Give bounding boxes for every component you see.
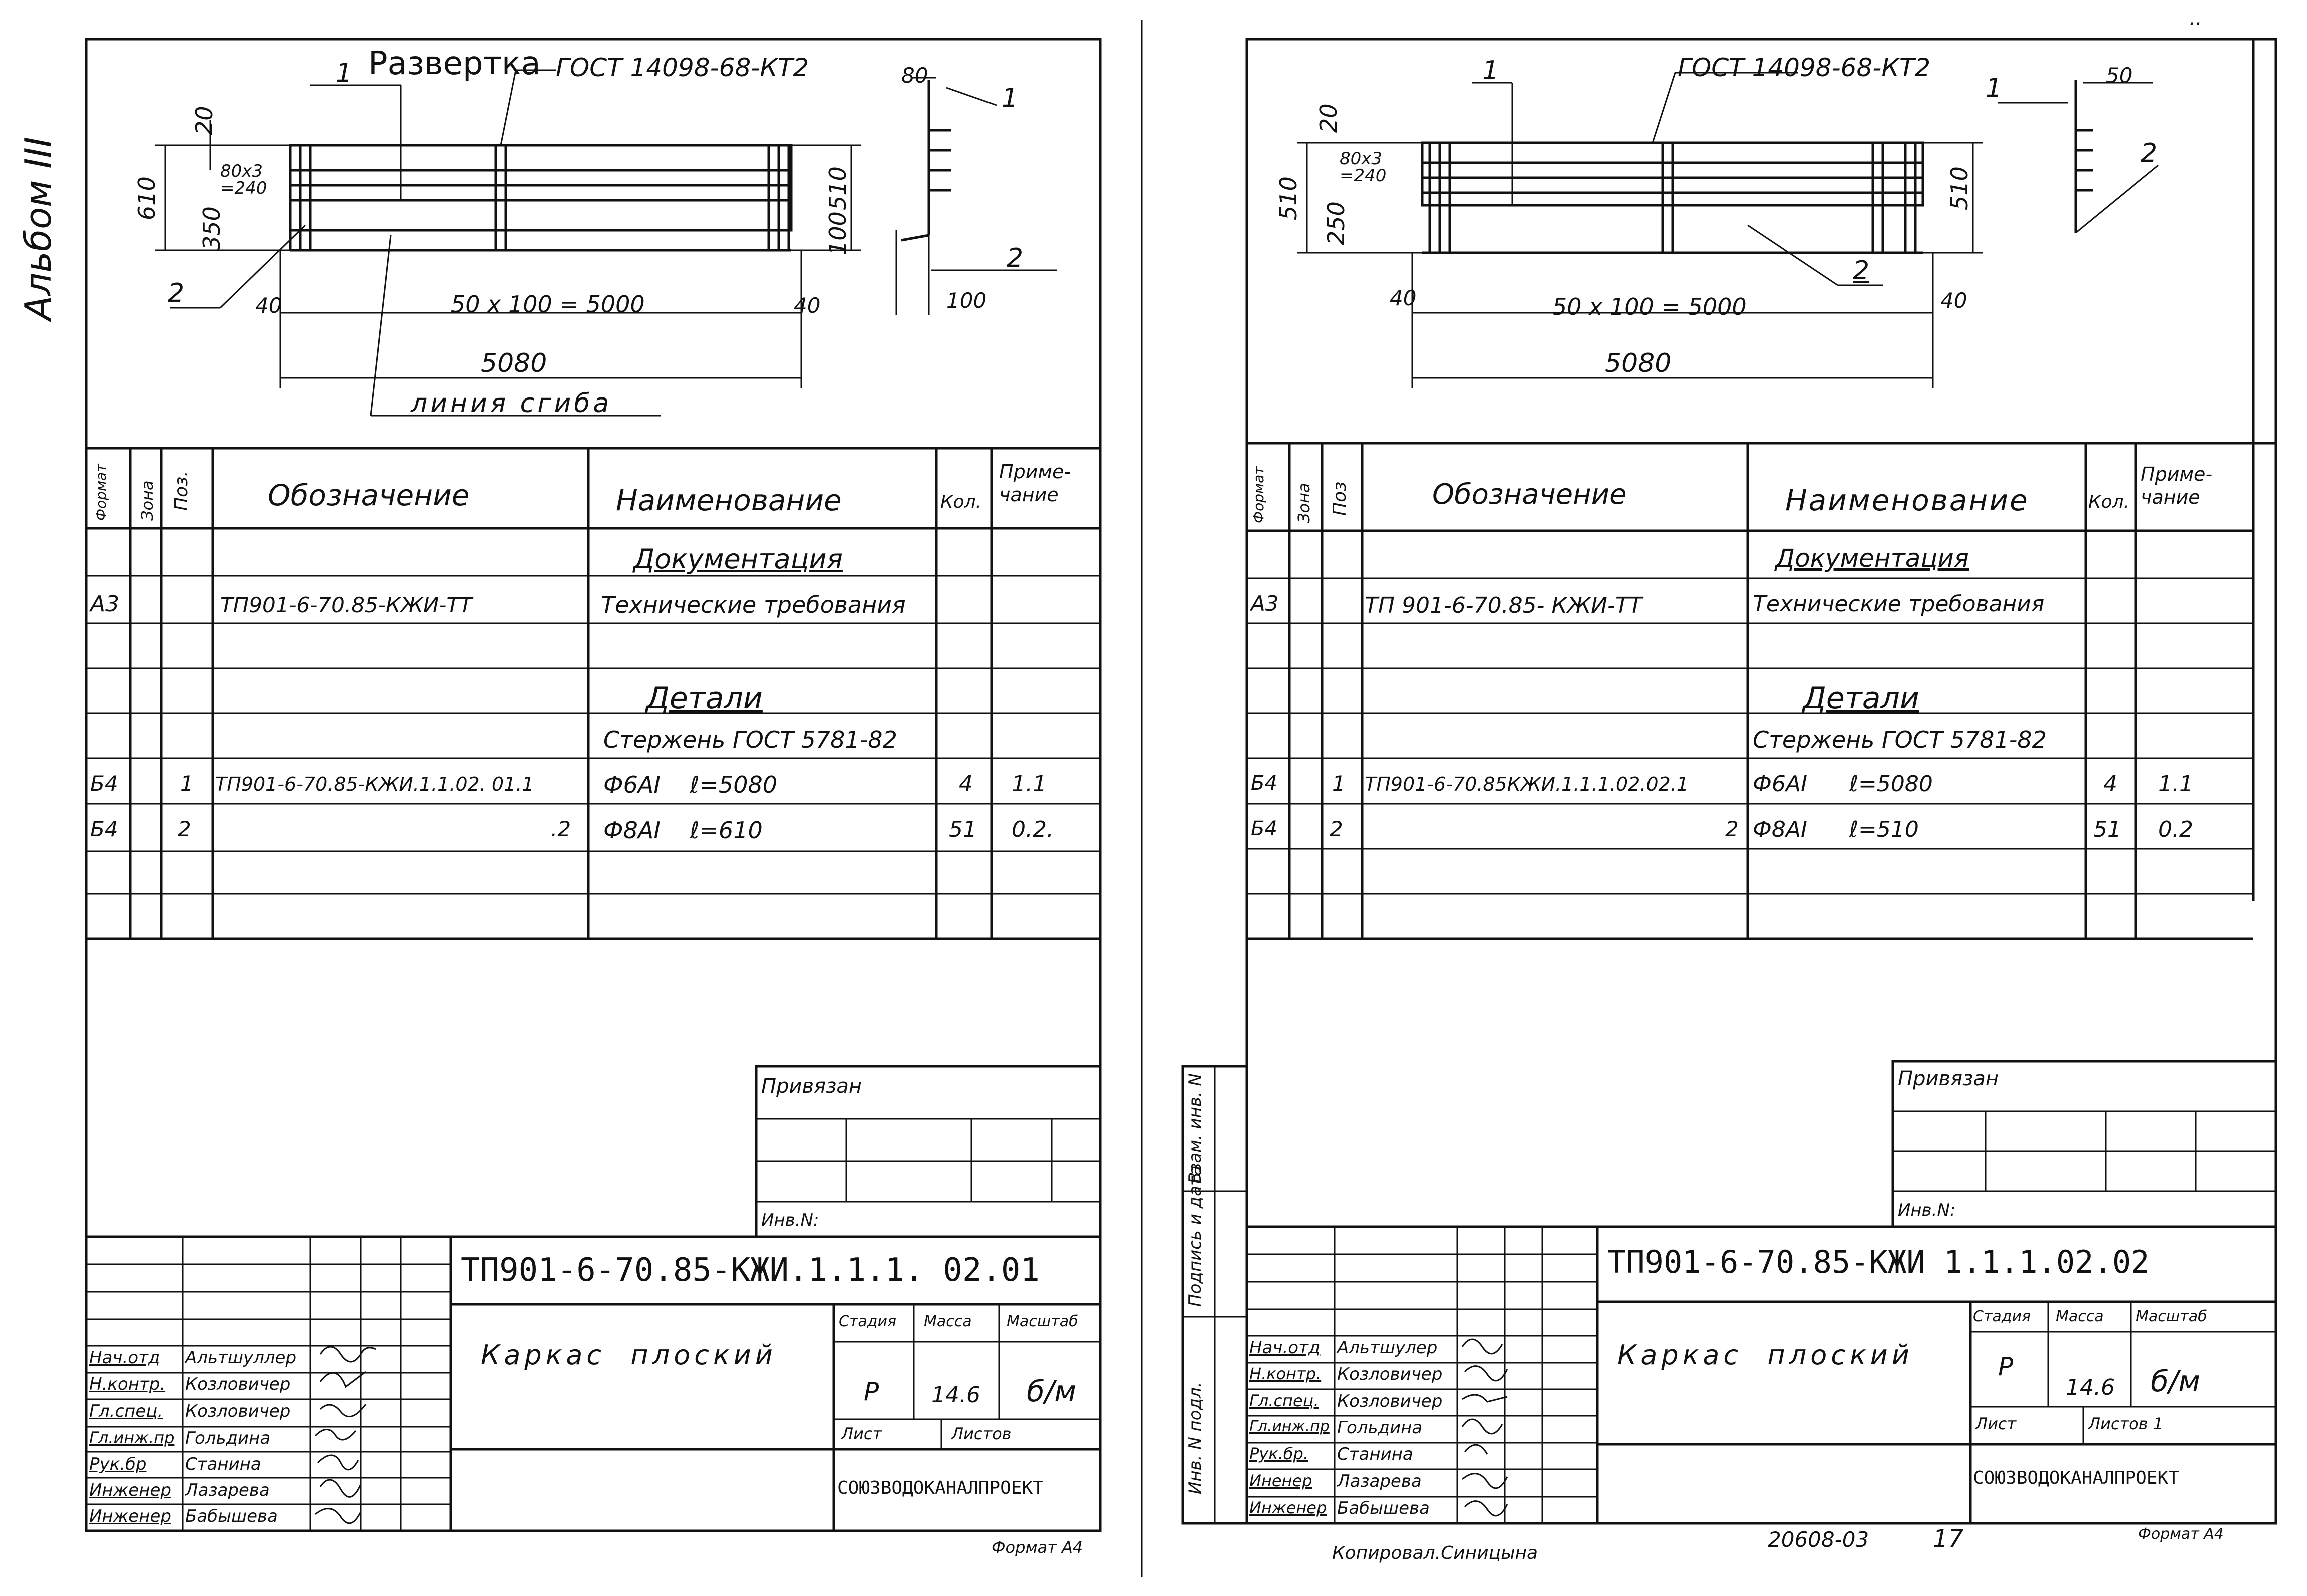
row-qty: 51 (2093, 817, 2121, 842)
mass-value: 14.6 (2066, 1375, 2115, 1400)
sheets-label: Листов (951, 1424, 1012, 1443)
callout-pos2: 2 (1853, 256, 1870, 286)
header-name: Наименование (1785, 483, 2029, 517)
gost-label: ГОСТ 14098-68-КТ2 (556, 53, 809, 82)
signer-name: Козловичер (1337, 1364, 1443, 1384)
sheet-label: Лист (1975, 1414, 2017, 1433)
signer-name: Бабышева (1337, 1498, 1430, 1518)
row-pos: 1 (1332, 771, 1346, 796)
header-format: Формат (93, 464, 109, 521)
row-name: Детали (646, 681, 763, 716)
row-pos: 2 (1330, 817, 1343, 841)
header-pos: Поз. (171, 471, 192, 511)
signer-role: Н.контр. (1249, 1364, 1322, 1383)
gost-label: ГОСТ 14098-68-КТ2 (1678, 53, 1931, 82)
row-name: Документация (1775, 544, 1969, 573)
dim-right-low: 100 (824, 211, 851, 255)
signer-role: Гл.спец. (1249, 1391, 1319, 1410)
signer-name: Альтшуллер (185, 1348, 297, 1368)
dim-bottom: 250 (1323, 201, 1350, 245)
signer-role: Иненер (1249, 1471, 1312, 1490)
dim-bottom: 350 (198, 206, 225, 250)
row-designation: 2 (1725, 817, 1739, 841)
signer-name: Лазарева (1337, 1471, 1422, 1491)
signer-role: Гл.инж.пр (89, 1428, 175, 1447)
row-pos: 1 (180, 771, 194, 796)
row-format: Б4 (1251, 772, 1277, 795)
sheet-left (0, 0, 1152, 1596)
signer-role: Инженер (89, 1506, 171, 1526)
row-note: 1.1 (1012, 771, 1047, 797)
format-note: Формат А4 (2138, 1525, 2224, 1543)
callout-side1: 1 (1002, 83, 1019, 113)
row-format: Б4 (90, 817, 118, 841)
callout-side2: 2 (1007, 243, 1024, 273)
signer-name: Козловичер (1337, 1391, 1443, 1411)
mass-label: Масса (2056, 1308, 2104, 1325)
header-qty: Кол. (2088, 492, 2130, 512)
row-note: 0.2. (1012, 817, 1054, 842)
side-stamp-sign: Подпись и дата (1185, 1165, 1205, 1307)
privyazan-label: Привязан (1898, 1067, 1999, 1090)
album-label: Альбом III (17, 136, 59, 320)
callout-pos1: 1 (1482, 56, 1499, 86)
signer-name: Гольдина (185, 1428, 271, 1448)
scale-value: б/м (2151, 1364, 2201, 1398)
sheet-right (1152, 0, 2307, 1596)
header-qty: Кол. (940, 492, 982, 512)
drawing-title-block: Каркас плоский (1617, 1339, 1913, 1371)
signer-role: Нач.отд (1249, 1338, 1321, 1358)
drawing-code: ТП901-6-70.85-КЖИ.1.1.1. 02.01 (461, 1252, 1040, 1289)
dim-left-end: 40 (1390, 286, 1417, 310)
dim-right-h: 510 (824, 166, 851, 210)
row-note: 0.2 (2158, 817, 2193, 842)
dim-top-offset: 20 (191, 106, 218, 135)
row-name: Ф8АI ℓ=510 (1753, 817, 1919, 842)
signer-name: Лазарева (185, 1480, 270, 1500)
row-designation: ТП901-6-70.85-КЖИ-ТТ (220, 593, 472, 617)
header-note: Приме- чание (999, 461, 1071, 506)
row-designation: ТП901-6-70.85-КЖИ.1.1.02. 01.1 (215, 773, 534, 795)
dim-total: 5080 (481, 348, 547, 378)
signer-role: Инженер (89, 1480, 171, 1500)
header-pos: Поз (1330, 481, 1350, 516)
row-format: Б4 (1251, 817, 1277, 840)
dim-left-end: 40 (255, 293, 282, 318)
signer-role: Рук.бр (89, 1454, 147, 1474)
header-zone: Зона (138, 480, 157, 521)
signer-role: Гл.инж.пр (1249, 1418, 1330, 1435)
stage-value: Р (864, 1377, 879, 1406)
header-zone: Зона (1294, 483, 1313, 523)
format-note: Формат А4 (992, 1538, 1083, 1557)
row-qty: 4 (2103, 771, 2117, 797)
signer-role: Рук.бр. (1249, 1444, 1308, 1463)
header-format: Формат (1250, 466, 1267, 523)
drawing-code: ТП901-6-70.85-КЖИ 1.1.1.02.02 (1607, 1244, 2150, 1280)
bend-line-label: линия сгиба (411, 388, 612, 419)
signer-name: Бабышева (185, 1506, 278, 1526)
signer-role: Нач.отд (89, 1348, 160, 1368)
dim-right-end: 40 (1940, 288, 1967, 313)
row-name: Ф6АI ℓ=5080 (603, 771, 777, 799)
dim-wire-pitch: 80x3 =240 (1340, 149, 1387, 186)
scale-label: Масштаб (2136, 1308, 2207, 1325)
row-designation: ТП901-6-70.85КЖИ.1.1.1.02.02.1 (1365, 773, 1689, 795)
row-designation: .2 (551, 817, 571, 841)
header-note: Приме- чание (2141, 463, 2213, 508)
signer-name: Козловичер (185, 1374, 291, 1394)
dim-height-total: 610 (133, 176, 160, 220)
sheets-label: Листов 1 (2088, 1414, 2164, 1433)
dim-total: 5080 (1605, 348, 1672, 378)
row-designation: ТП 901-6-70.85- КЖИ-ТТ (1365, 593, 1642, 618)
signer-name: Козловичер (185, 1401, 291, 1421)
row-name: Стержень ГОСТ 5781-82 (1753, 726, 2047, 753)
privyazan-label: Привязан (761, 1075, 862, 1098)
row-name: Ф6АI ℓ=5080 (1753, 771, 1933, 797)
drawing-title-block: Каркас плоский (481, 1339, 777, 1371)
signer-role: Н.контр. (89, 1374, 166, 1394)
copied-by: Копировал.Синицына (1332, 1543, 1538, 1563)
signer-name: Гольдина (1337, 1418, 1423, 1438)
page-number: 17 (1933, 1525, 1964, 1553)
inv-label: Инв.N: (1898, 1200, 1956, 1220)
mass-label: Масса (924, 1313, 972, 1330)
stage-label: Стадия (839, 1313, 897, 1330)
dim-span: 50 x 100 = 5000 (451, 291, 645, 318)
dim-right-end: 40 (794, 293, 821, 318)
row-format: А3 (1251, 591, 1279, 616)
dim-side-top: 80 (901, 63, 928, 88)
dim-right-h: 510 (1946, 166, 1973, 210)
row-qty: 51 (949, 817, 977, 842)
sheet-divider (1137, 0, 1147, 1596)
row-name: Документация (633, 543, 843, 575)
callout-side2: 2 (2141, 138, 2158, 168)
row-note: 1.1 (2158, 771, 2193, 797)
row-format: А3 (90, 591, 120, 617)
row-name: Ф8АI ℓ=610 (603, 817, 763, 844)
callout-side1: 1 (1986, 73, 2003, 103)
org-name: СОЮЗВОДОКАНАЛПРОЕКТ (837, 1478, 1044, 1498)
stamp-dots: ·· (2188, 13, 2201, 36)
header-designation: Обозначение (268, 478, 470, 512)
callout-pos1: 1 (336, 58, 353, 88)
inv-label: Инв.N: (761, 1210, 819, 1230)
header-name: Наименование (616, 483, 842, 517)
scale-value: б/м (1027, 1374, 1077, 1408)
archive-number: 20608-03 (1768, 1527, 1869, 1552)
signer-name: Станина (1337, 1444, 1413, 1464)
signer-name: Альтшулер (1337, 1338, 1438, 1358)
row-format: Б4 (90, 771, 118, 796)
callout-pos2: 2 (168, 278, 185, 308)
header-designation: Обозначение (1432, 478, 1627, 511)
signer-name: Станина (185, 1454, 261, 1474)
dim-top-offset: 20 (1315, 103, 1342, 133)
side-stamp-replace: Взам. инв. N (1185, 1073, 1205, 1184)
sheet-label: Лист (841, 1424, 882, 1443)
row-name: Технические требования (601, 591, 906, 618)
dim-span: 50 x 100 = 5000 (1552, 293, 1747, 320)
row-name: Детали (1803, 681, 1919, 716)
org-name: СОЮЗВОДОКАНАЛПРОЕКТ (1973, 1468, 2179, 1488)
stage-value: Р (1998, 1352, 2014, 1381)
row-name: Стержень ГОСТ 5781-82 (603, 726, 897, 753)
dim-side-top: 50 (2106, 63, 2133, 88)
signer-role: Гл.спец. (89, 1401, 163, 1421)
row-pos: 2 (178, 817, 191, 841)
row-name: Технические требования (1753, 591, 2045, 617)
signer-role: Инженер (1249, 1498, 1327, 1517)
stage-label: Стадия (1973, 1308, 2031, 1325)
dim-height-total: 510 (1275, 176, 1302, 220)
row-qty: 4 (959, 771, 973, 797)
dim-side-bottom: 100 (946, 288, 987, 313)
side-stamp-inv: Инв. N подл. (1185, 1382, 1205, 1494)
drawing-title: Развертка (368, 45, 541, 82)
scale-label: Масштаб (1007, 1313, 1078, 1330)
dim-wire-pitch: 80x3 =240 (220, 161, 267, 198)
mass-value: 14.6 (931, 1382, 980, 1408)
